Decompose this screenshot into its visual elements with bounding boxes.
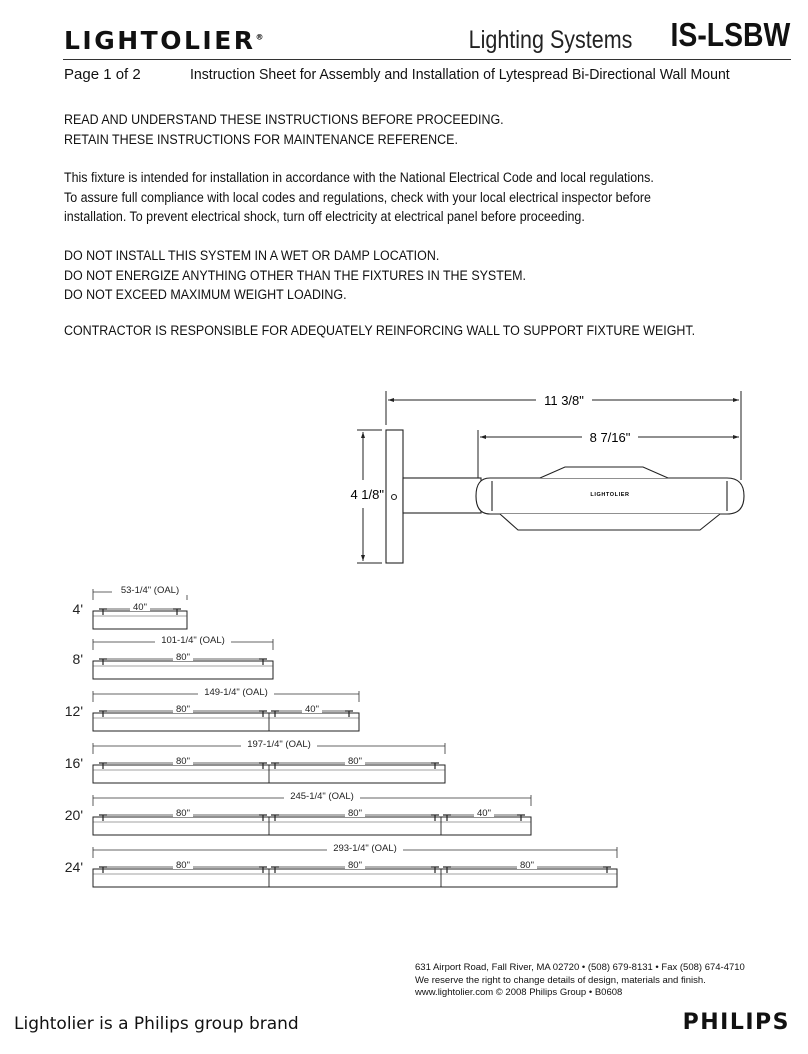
footer-line: We reserve the right to change details of design, materials and finish. (415, 974, 706, 986)
page-number: Page 1 of 2 (64, 66, 141, 83)
height-label: 4 1/8" (350, 487, 384, 502)
philips-logo: PHILIPS (682, 1010, 790, 1035)
support-arm (403, 478, 481, 513)
arrowhead (361, 555, 365, 561)
segment-length-label: 80" (176, 704, 190, 715)
arrowhead (733, 435, 739, 439)
housing-logo: LIGHTOLIER (590, 492, 630, 498)
arrowhead (733, 398, 739, 402)
footer-line: www.lightolier.com © 2008 Philips Group • B0608 (415, 987, 623, 998)
run-fixture-body (93, 817, 531, 835)
registered-mark: ® (255, 32, 264, 42)
oal-label: 245-1/4" (OAL) (290, 791, 354, 802)
product-line-title: Lighting Systems (468, 26, 632, 54)
mounting-screw (392, 495, 397, 500)
text-line: RETAIN THESE INSTRUCTIONS FOR MAINTENANCE REFERENCE. (64, 131, 458, 147)
oal-label: 101-1/4" (OAL) (161, 635, 225, 646)
document-subtitle: Instruction Sheet for Assembly and Installation of Lytespread Bi-Directional Wall Mount (190, 66, 730, 83)
housing-top-cap (540, 467, 668, 478)
footer-line: 631 Airport Road, Fall River, MA 02720 • (508) 679-8131 • Fax (508) 674-4710 (415, 962, 745, 973)
housing-depth-label: 8 7/16" (589, 430, 631, 445)
segment-length-label: 40" (477, 808, 491, 819)
segment-length-label: 80" (348, 808, 362, 819)
run-size-label: 24' (64, 859, 83, 875)
arrowhead (361, 432, 365, 438)
run-size-label: 8' (72, 651, 83, 667)
segment-length-label: 80" (176, 860, 190, 871)
oal-label: 293-1/4" (OAL) (333, 843, 397, 854)
oal-label: 149-1/4" (OAL) (204, 687, 268, 698)
footer-address (415, 962, 745, 1000)
segment-length-label: 80" (348, 756, 362, 767)
text-line: DO NOT EXCEED MAXIMUM WEIGHT LOADING. (64, 287, 347, 302)
housing-lens (500, 514, 720, 530)
run-fixture-body (93, 713, 359, 731)
text-line: DO NOT ENERGIZE ANYTHING OTHER THAN THE FIXTURES IN THE SYSTEM. (64, 267, 526, 283)
run-size-label: 16' (64, 755, 83, 771)
arrowhead (480, 435, 486, 439)
oal-label: 53-1/4" (OAL) (120, 585, 180, 596)
run-size-label: 4' (72, 601, 83, 617)
segment-length-label: 80" (176, 808, 190, 819)
run-fixture-body (93, 661, 273, 679)
run-size-label: 20' (64, 807, 83, 823)
model-code: IS-LSBW (670, 16, 790, 53)
text-line: This fixture is intended for installation in accordance with the National Electrical Code and local regulations. (64, 170, 654, 185)
text-line: DO NOT INSTALL THIS SYSTEM IN A WET OR DAMP LOCATION. (64, 248, 440, 263)
logo-text: LIGHTOLIER (64, 26, 256, 55)
overall-depth-label: 11 3/8" (544, 393, 584, 408)
segment-length-label: 80" (520, 860, 534, 871)
segment-length-label: 80" (348, 860, 362, 871)
text-line: To assure full compliance with local codes and regulations, check with your local electrical inspector before (64, 189, 651, 205)
text-line: installation. To prevent electrical shock, turn off electricity at electrical panel before proceeding. (64, 209, 585, 224)
segment-length-label: 80" (176, 652, 190, 663)
text-line: CONTRACTOR IS RESPONSIBLE FOR ADEQUATELY REINFORCING WALL TO SUPPORT FIXTURE WEIGHT. (64, 323, 696, 338)
run-fixture-body (93, 611, 187, 629)
arrowhead (388, 398, 394, 402)
segment-length-label: 80" (176, 756, 190, 767)
run-length-diagrams (65, 584, 617, 887)
text-line: READ AND UNDERSTAND THESE INSTRUCTIONS BEFORE PROCEEDING. (64, 112, 504, 127)
run-fixture-body (93, 869, 617, 887)
segment-length-label: 40" (305, 704, 319, 715)
brand-statement: Lightolier is a Philips group brand (14, 1014, 299, 1034)
segment-length-label: 40" (133, 602, 147, 613)
run-size-label: 12' (64, 703, 83, 719)
oal-label: 197-1/4" (OAL) (247, 739, 311, 750)
